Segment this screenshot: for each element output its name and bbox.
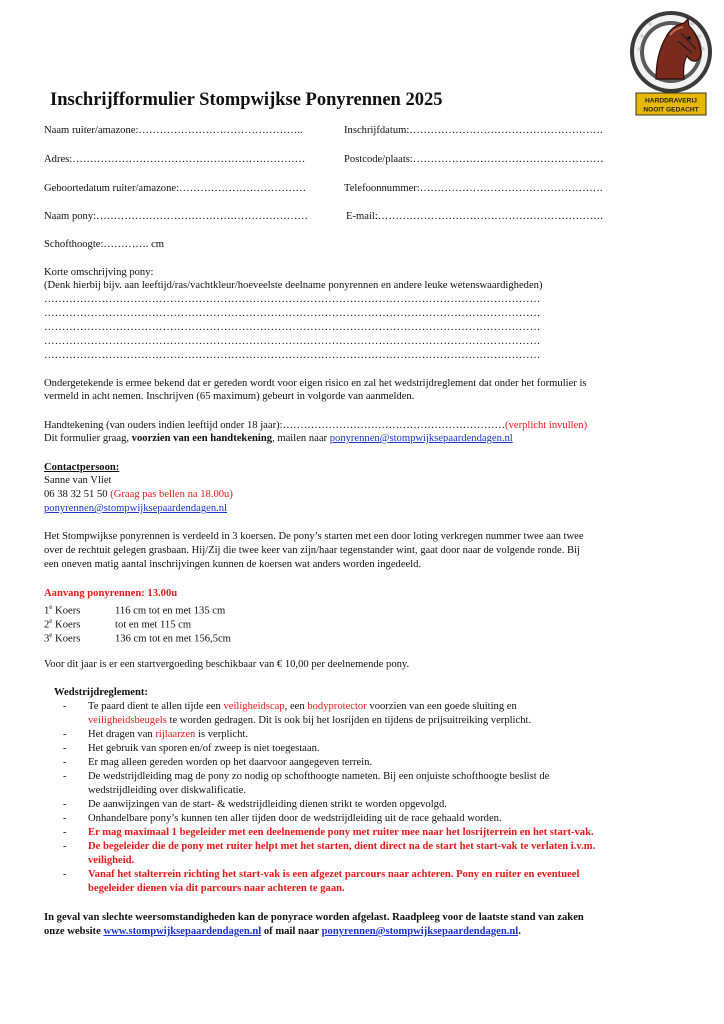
phone-field[interactable]: Telefoonnummer:……………………………………………. [344,183,603,194]
logo-banner-line2: NOOIT GEDACHT [643,106,699,114]
rule-text: veiligheid. [88,854,135,866]
rule-bullet: - [63,869,67,880]
stompwijk-logo [626,9,716,119]
koers-label: Koers [52,619,81,631]
contact-name: Sanne van Vliet [44,475,112,486]
rule-text: voorzien van een goede sluiting en [366,701,517,712]
intro-line-1: Het Stompwijkse ponyrennen is verdeeld in 3 koersen. De pony’s starten met een door loting verkregen nummer twee aan twee [44,531,584,542]
rule-text: , een [284,701,308,712]
koers-range: 136 cm tot en met 156,5cm [115,633,231,645]
disclaimer-line-1: Ondergetekende is ermee bekend dat er gereden wordt voor eigen risico en zal het wedstrijdreglement dat onder het formulier is [44,378,587,389]
rule-4: Er mag alleen gereden worden op het daarvoor aangegeven terrein. [88,757,373,768]
koers-sup: e [49,631,53,639]
description-line-1[interactable]: ………………………………………………………………………………………………………………………… [44,294,541,305]
email-field[interactable]: E-mail:………………………………………………………. [346,211,603,222]
send-pre: Dit formulier graag, [44,433,132,444]
koers-sup: e [49,603,53,611]
page-title: Inschrijfformulier Stompwijkse Ponyrennen 2025 [50,90,443,110]
rule-text: te worden gedragen. Dit is ook bij het losrijden en tijdens de prijsuitreiking verplicht. [166,714,532,726]
contact-phone-note: (Graag pas bellen na 18.00u) [110,489,233,500]
rule-bullet: - [63,743,67,754]
koers-number: 2 [44,619,50,631]
contact-heading: Contactpersoon: [44,462,120,473]
horse-head-horseshoe-icon [630,11,712,93]
contact-email-link[interactable]: ponyrennen@stompwijksepaardendagen.nl [44,503,228,514]
footer-line-2 [44,925,521,939]
rule-text: is verplicht. [195,729,249,740]
rule-bullet: - [63,813,67,824]
rule-7: Onhandelbare pony’s kunnen ten aller tijden door de wedstrijdleiding uit de race gehaald worden. [88,813,502,824]
pony-name-field[interactable]: Naam pony:…………………………………………………… [44,211,308,222]
registration-date-field[interactable]: Inschrijfdatum:………………………………………………. [344,125,603,136]
contact-phone[interactable]: 06 38 32 51 50 [44,489,108,500]
birthdate-field[interactable]: Geboortedatum ruiter/amazone:……………………………… [44,183,307,194]
rule-1 [88,700,688,727]
koers-range: 116 cm tot en met 135 cm [115,605,226,617]
rule-bullet: - [63,757,67,768]
description-line-4[interactable]: ………………………………………………………………………………………………………………………… [44,336,541,347]
description-hint: (Denk hierbij bijv. aan leeftijd/ras/vachtkleur/hoeveelste deelname ponyrennen en andere leuke wetenswaardigheden) [44,280,543,291]
address-field[interactable]: Adres:………………………………………………………… [44,154,306,165]
rule-text: De wedstrijdleiding mag de pony zo nodig op schofthoogte nameten. Bij een onjuiste schofthoogte beslist de [88,771,550,782]
rule-3: Het gebruik van sporen en/of zweep is niet toegestaan. [88,743,320,754]
rule-highlight: rijlaarzen [155,729,196,740]
footer-text: onze website [44,926,104,937]
signature-field[interactable]: Handtekening (van ouders indien leeftijd onder 18 jaar):……………………………………………………… [44,420,506,431]
rule-6: De aanwijzingen van de start- & wedstrijdleiding dienen strikt te worden opgevolgd. [88,799,447,810]
rule-5 [88,770,688,797]
rule-bullet: - [63,827,67,838]
signature-required-note: (verplicht invullen) [505,420,588,431]
rule-bullet: - [63,799,67,810]
rules-heading: Wedstrijdreglement: [54,687,148,698]
description-line-5[interactable]: ………………………………………………………………………………………………………………………… [44,350,541,361]
name-rider-field[interactable]: Naam ruiter/amazone:……………………………………….. [44,125,303,136]
rule-10 [88,868,688,895]
footer-text: . [518,926,521,937]
footer-text: of mail naar [261,926,322,937]
intro-line-3: een oneven matig aantal inschrijvingen kunnen de koersen wat anders worden ingedeeld. [44,559,422,570]
description-line-3[interactable]: ………………………………………………………………………………………………………………………… [44,322,541,333]
description-label: Korte omschrijving pony: [44,267,154,278]
start-time: Aanvang ponyrennen: 13.00u [44,588,178,599]
rule-text: Vanaf het stalterrein richting het start-vak is een afgezet parcours naar achteren. Pony en ruiter en eventueel [88,869,580,880]
koers-sup: e [49,617,53,625]
rule-text: begeleider dienen via dit parcours naar achteren te gaan. [88,882,345,894]
rule-bullet: - [63,841,67,852]
rule-highlight: bodyprotector [307,701,367,712]
send-email-link[interactable]: ponyrennen@stompwijksepaardendagen.nl [329,433,513,444]
logo-banner-line1: HARDDRAVERIJ [645,97,697,105]
rule-highlight: veiligheidsbeugels [88,714,167,726]
footer-line-1: In geval van slechte weersomstandigheden kan de ponyrace worden afgelast. Raadpleeg voor de laatste stand van zaken [44,912,584,923]
rule-text: Het dragen van [88,729,156,740]
rule-text: wedstrijdleiding over diskwalificatie. [88,784,246,796]
rule-highlight: veiligheidscap [223,701,285,712]
rule-bullet: - [63,729,67,740]
intro-line-2: over de rechtuit gelegen grasbaan. Hij/Zij die twee keer van zijn/haar tegenstander wint, gaat door naar de volgende ronde. Bij [44,545,580,556]
rule-8: Er mag maximaal 1 begeleider met een deelnemende pony met ruiter mee naar het losrijterrein en het start-vak. [88,827,594,838]
rule-bullet: - [63,701,67,712]
koers-number: 1 [44,605,50,617]
koers-label: Koers [52,605,81,617]
contact-phone-line [44,488,233,502]
withers-height-field[interactable]: Schofthoogte:…………. cm [44,239,165,250]
footer-email-link[interactable]: ponyrennen@stompwijksepaardendagen.nl [321,926,519,937]
signature-line [44,419,587,433]
description-line-2[interactable]: ………………………………………………………………………………………………………………………… [44,308,541,319]
koers-label: Koers [52,633,81,645]
footer-website-link[interactable]: www.stompwijksepaardendagen.nl [103,926,262,937]
send-post: , mailen naar [272,433,330,444]
rule-9 [88,840,688,867]
rule-2 [88,728,688,742]
disclaimer-line-2: vermeld in acht nemen. Inschrijven (65 maximum) gebeurt in volgorde van aanmelden. [44,391,415,402]
rule-bullet: - [63,771,67,782]
rule-text: De begeleider die de pony met ruiter helpt met het starten, dient direct na de start het start-vak te verlaten i.v.m. [88,841,596,852]
send-bold: voorzien van een handtekening [131,433,273,444]
send-instruction [44,432,513,446]
koers-range: tot en met 115 cm [115,619,192,631]
koers-number: 3 [44,633,50,645]
koers-row [44,629,231,646]
rule-text: Te paard dient te allen tijde een [88,701,224,712]
fee-text: Voor dit jaar is er een startvergoeding beschikbaar van € 10,00 per deelnemende pony. [44,659,410,670]
postcode-city-field[interactable]: Postcode/plaats:……………………………………………… [344,154,604,165]
